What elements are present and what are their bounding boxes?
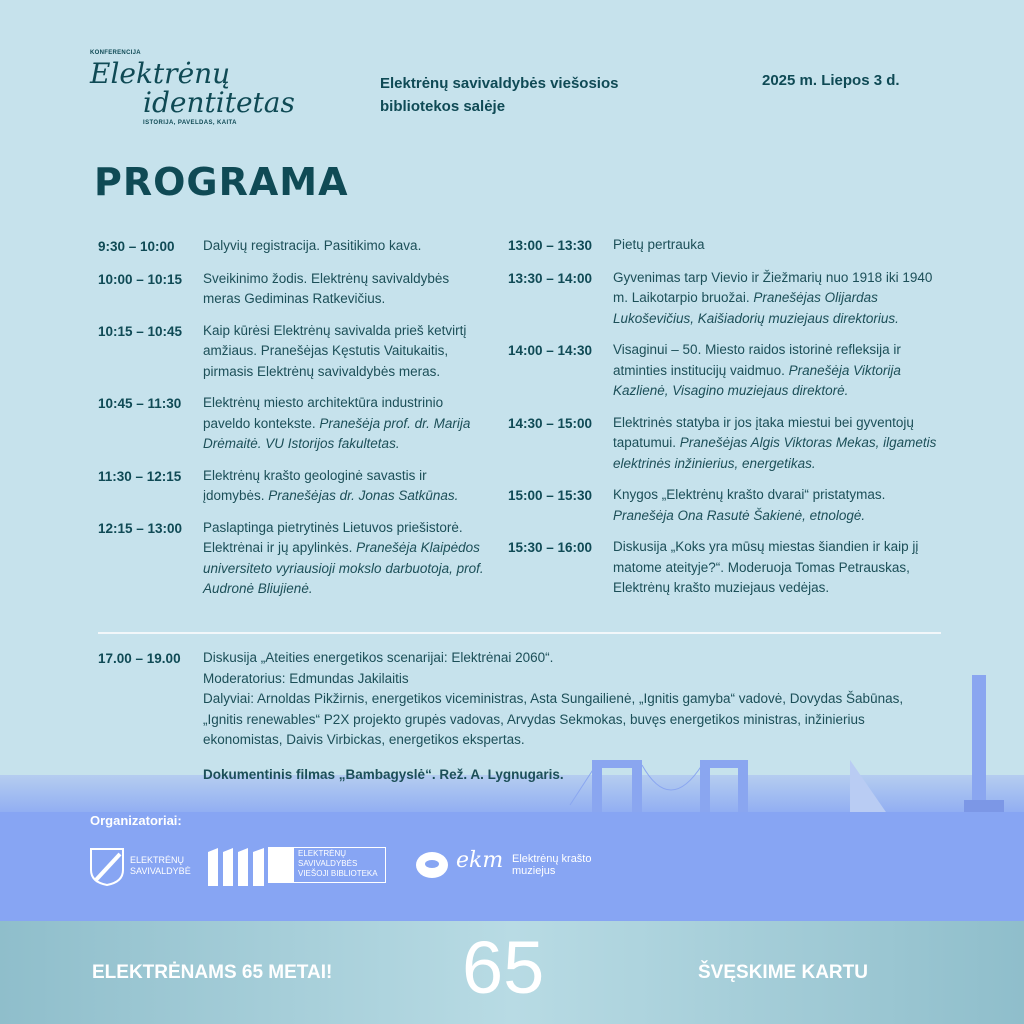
- session-speaker: Pranešėjas Olijardas Lukoševičius, Kaišiadorių muziejaus direktorius.: [613, 290, 899, 326]
- bib-line3: VIEŠOJI BIBLIOTEKA: [298, 869, 378, 878]
- session-time: 15:00 – 15:30: [508, 488, 593, 503]
- sav-line1: ELEKTRĖNŲ: [130, 855, 185, 865]
- organizers-label: Organizatoriai:: [90, 813, 182, 828]
- session-description: [203, 269, 485, 310]
- session-description: [203, 518, 485, 600]
- page-title: PROGRAMA: [94, 160, 349, 204]
- session-speaker: Pranešėja Klaipėdos universiteto vyriausioji mokslo darbuotoja, prof. Audronė Bliujienė.: [203, 540, 484, 596]
- ekm-logo: ekm: [456, 848, 504, 873]
- session-title: Elektrėnų krašto geologinė savastis ir įdomybės.: [203, 467, 427, 503]
- library-logo-text: [298, 849, 378, 879]
- logo-tagline: ISTORIJA, PAVELDAS, KAITA: [143, 120, 237, 126]
- session-description: [203, 393, 485, 455]
- session-speaker: Pranešėja prof. dr. Marija Drėmaitė. VU Istorijos fakultetas.: [203, 415, 471, 451]
- session-description: [613, 235, 943, 257]
- sav-line2: SAVIVALDYBĖ: [130, 866, 191, 876]
- session-time: 13:30 – 14:00: [508, 270, 593, 286]
- session-description: [613, 413, 943, 475]
- program-item: [508, 413, 943, 475]
- session-speaker: Pranešėjas Algis Viktoras Mekas, ilgametis elektrinės inžinierius, energetikas.: [613, 435, 937, 471]
- session-time: 10:45 – 11:30: [98, 396, 182, 411]
- session-title: Elektrinės statyba ir jos įtaka miestui bei gyventojų tapatumui.: [613, 414, 914, 450]
- session-title: Sveikinimo žodis. Elektrėnų savivaldybės meras Gediminas Ratkevičius.: [203, 270, 450, 306]
- logo-line1: Elektrėnų: [90, 57, 231, 90]
- session-time: 15:30 – 16:00: [508, 540, 593, 555]
- divider: [98, 632, 941, 634]
- session-description: [203, 466, 485, 507]
- evening-line3: Dalyviai: Arnoldas Pikžirnis, energetikos viceministras, Asta Sungailienė, „Ignitis gamyba“ vadovė, Dovydas Šabūnas, „Ignitis renewables“ P2X projekto grupės vadovas, Arvydas Sekmokas, buvęs energetikos ministras, inžinierius ekonomistas, Daivis Virbickas, energetikos ekspertas.: [203, 691, 904, 747]
- session-speaker: Pranešėja Viktorija Kazlienė, Visagino muziejaus direktorė.: [613, 362, 901, 398]
- bib-line2: SAVIVALDYBĖS: [298, 859, 358, 868]
- session-description: [613, 485, 943, 526]
- session-description: [613, 537, 943, 599]
- evening-line1: Diskusija „Ateities energetikos scenarijai: Elektrėnai 2060“.: [203, 650, 554, 665]
- museum-logo-icon: [414, 850, 454, 882]
- session-title: Paslaptinga pietrytinės Lietuvos priešistorė. Elektrėnai ir jų apylinkės.: [203, 519, 463, 555]
- conference-label: KONFERENCIJA: [90, 50, 141, 56]
- session-time: 9:30 – 10:00: [98, 239, 175, 254]
- footer-65-logo: 65: [462, 926, 545, 1009]
- library-books-icon: [206, 846, 266, 888]
- session-time: 10:15 – 10:45: [98, 323, 183, 339]
- evening-line2: Moderatorius: Edmundas Jakilaitis: [203, 670, 409, 686]
- savivaldybe-logo-icon: [90, 848, 124, 886]
- program-right-column: [508, 235, 943, 610]
- program-item: [98, 321, 488, 383]
- muz-line1: Elektrėnų krašto: [512, 853, 592, 865]
- session-description: [613, 268, 943, 330]
- session-speaker: Pranešėjas dr. Jonas Satkūnas.: [268, 488, 459, 503]
- session-time: 12:15 – 13:00: [98, 520, 183, 536]
- session-time: 10:00 – 10:15: [98, 271, 183, 287]
- program-item: [98, 466, 488, 507]
- session-title: Knygos „Elektrėnų krašto dvarai“ pristatymas.: [613, 487, 886, 502]
- logo-line2: identitetas: [143, 86, 295, 119]
- session-time: 14:00 – 14:30: [508, 343, 593, 358]
- program-item: [508, 340, 943, 402]
- session-title: Elektrėnų miesto architektūra industrinio paveldo kontekste.: [203, 395, 444, 431]
- muz-line2: muziejus: [512, 865, 556, 877]
- program-left-column: [98, 236, 488, 611]
- session-title: Visaginui – 50. Miesto raidos istorinė refleksija ir atminties institucijų vaidmuo.: [613, 342, 901, 378]
- evening-time: 17.00 – 19.00: [98, 651, 181, 666]
- footer-right-slogan: ŠVĘSKIME KARTU: [698, 962, 868, 983]
- program-item: [508, 268, 943, 330]
- session-time: 13:00 – 13:30: [508, 238, 593, 253]
- session-description: [613, 340, 943, 402]
- evening-description: [203, 648, 913, 785]
- session-description: [203, 236, 485, 258]
- session-title: Gyvenimas tarp Vievio ir Žiežmarių nuo 1918 iki 1940 m. Laikotarpio bruožai.: [613, 269, 933, 305]
- program-item: [98, 236, 488, 258]
- savivaldybe-logo-text: [130, 855, 191, 877]
- session-title: Pietų pertrauka: [613, 237, 705, 252]
- footer-left-slogan: ELEKTRĖNAMS 65 METAI!: [92, 962, 333, 983]
- session-title: Dalyvių registracija. Pasitikimo kava.: [203, 238, 422, 253]
- program-item: [98, 393, 488, 455]
- program-item: [508, 537, 943, 599]
- museum-logo-text: [512, 853, 591, 877]
- session-time: 14:30 – 15:00: [508, 415, 593, 431]
- session-title: Diskusija „Koks yra mūsų miestas šiandien ir kaip jį matome ateityje?“. Moderuoja Tomas Petrauskas, Elektrėnų krašto muziejaus vedėjas.: [613, 539, 919, 595]
- session-title: Kaip kūrėsi Elektrėnų savivalda prieš ketvirtį amžiaus. Pranešėjas Kęstutis Vaitukaitis, pirmasis Elektrėnų savivaldybės meras.: [203, 322, 467, 379]
- event-date: 2025 m. Liepos 3 d.: [762, 72, 900, 89]
- venue-line2: bibliotekos salėje: [380, 98, 506, 115]
- program-item: [98, 269, 488, 310]
- program-item: [508, 235, 943, 257]
- session-description: [203, 321, 485, 383]
- bib-line1: ELEKTRĖNŲ: [298, 849, 347, 858]
- film-line: Dokumentinis filmas „Bambagyslė“. Rež. A. Lygnugaris.: [203, 766, 564, 782]
- session-speaker: Pranešėja Ona Rasutė Šakienė, etnologė.: [613, 507, 866, 523]
- venue-line1: Elektrėnų savivaldybės viešosios: [380, 75, 619, 92]
- program-item: [508, 485, 943, 526]
- venue: [380, 72, 680, 118]
- session-time: 11:30 – 12:15: [98, 468, 182, 484]
- program-item: [98, 518, 488, 600]
